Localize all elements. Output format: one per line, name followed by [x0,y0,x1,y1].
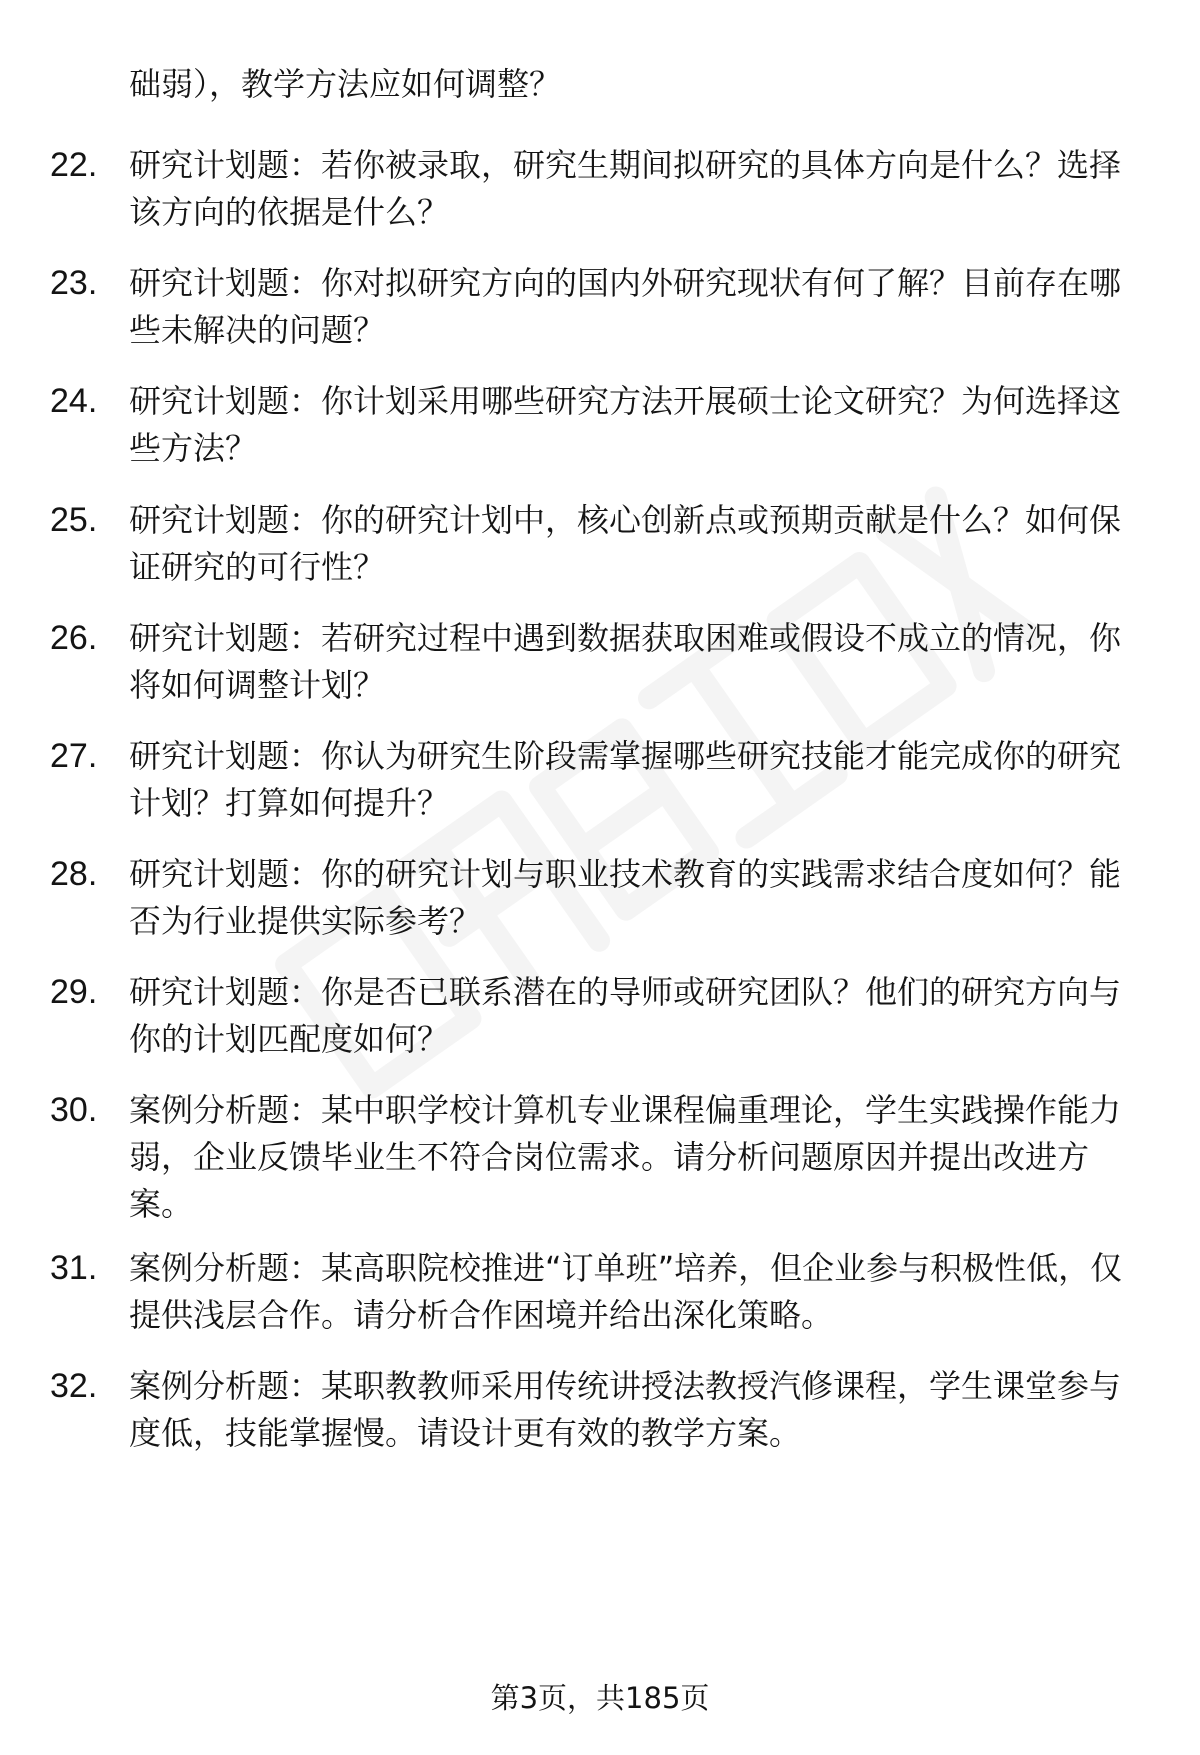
question-item [50,615,1139,709]
question-number: 23. [50,264,98,302]
question-number: 30. [50,1091,98,1129]
question-item [50,1245,1139,1339]
question-text: 研究计划题：你是否已联系潜在的导师或研究团队？他们的研究方向与你的计划匹配度如何？ [129,973,1122,1058]
question-item [50,851,1139,945]
question-number: 31. [50,1249,98,1287]
question-text: 研究计划题：若研究过程中遇到数据获取困难或假设不成立的情况，你将如何调整计划？ [129,619,1122,704]
question-number: 28. [50,855,98,893]
question-text: 案例分析题：某职教教师采用传统讲授法教授汽修课程，学生课堂参与度低，技能掌握慢。请设计更有效的教学方案。 [129,1367,1122,1452]
question-text: 研究计划题：你的研究计划中，核心创新点或预期贡献是什么？如何保证研究的可行性？ [129,501,1122,586]
question-number: 29. [50,973,98,1011]
question-text: 案例分析题：某中职学校计算机专业课程偏重理论，学生实践操作能力弱，企业反馈毕业生不符合岗位需求。请分析问题原因并提出改进方案。 [129,1091,1122,1223]
question-text: 案例分析题：某高职院校推进“订单班”培养，但企业参与积极性低，仅提供浅层合作。请分析合作困境并给出深化策略。 [129,1249,1123,1334]
question-text: 研究计划题：你计划采用哪些研究方法开展硕士论文研究？为何选择这些方法？ [129,382,1122,467]
continued-question-text: 础弱），教学方法应如何调整？ [129,65,562,103]
question-text: 研究计划题：你认为研究生阶段需掌握哪些研究技能才能完成你的研究计划？打算如何提升？ [129,737,1122,822]
question-item [50,1363,1139,1457]
question-item [50,733,1139,827]
question-number: 26. [50,619,98,657]
question-number: 24. [50,382,98,420]
question-item [50,1087,1139,1228]
question-item [50,497,1139,591]
question-number: 25. [50,501,98,539]
question-number: 27. [50,737,98,775]
question-item [50,378,1139,472]
question-number: 32. [50,1367,98,1405]
question-number: 22. [50,146,98,184]
question-text: 研究计划题：若你被录取，研究生期间拟研究的具体方向是什么？选择该方向的依据是什么？ [129,146,1122,231]
question-item [50,142,1139,236]
question-text: 研究计划题：你对拟研究方向的国内外研究现状有何了解？目前存在哪些未解决的问题？ [129,264,1122,349]
question-item [50,260,1139,354]
question-item [50,969,1139,1063]
page-footer: 第3页，共185页 [490,1681,710,1715]
question-text: 研究计划题：你的研究计划与职业技术教育的实践需求结合度如何？能否为行业提供实际参考？ [129,855,1122,940]
